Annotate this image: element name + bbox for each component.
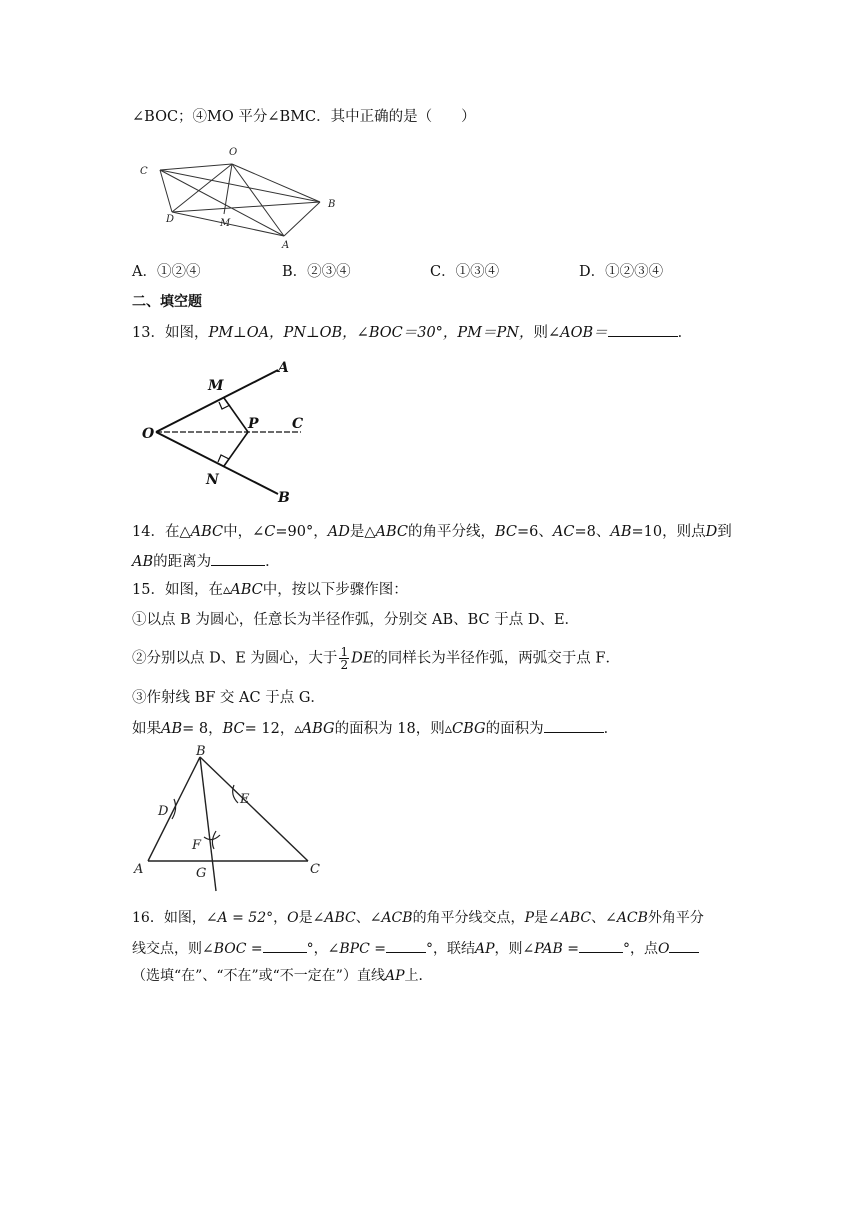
q16-blank-o[interactable] [669, 938, 699, 953]
q13-text: 13．如图，PM⊥OA，PN⊥OB，∠BOC＝30°，PM＝PN，则∠AOB＝ ． [132, 322, 692, 343]
q12-figure [132, 142, 352, 254]
q16-line2: 线交点，则∠BOC = °，∠BPC = °，联结AP，则∠PAB = °，点O [132, 938, 699, 959]
q15-figure [130, 745, 330, 893]
q13-label-a: A [278, 360, 289, 376]
q16-line1: 16．如图，∠A = 52°，O是∠ABC、∠ACB的角平分线交点，P是∠ABC、∠ACB外角平分 [132, 910, 704, 926]
q13-label-c: C [292, 416, 304, 432]
q15-label-b: B [196, 745, 206, 759]
q15-step3: ③作射线 BF 交 AC 于点 G． [132, 690, 325, 706]
q14-number: 14． [132, 524, 165, 540]
q13-figure [136, 352, 316, 504]
q12-label-a: A [282, 240, 290, 251]
q12-option-d[interactable]: D．①②③④ [579, 264, 664, 280]
q12-options [132, 262, 692, 282]
q13-label-b: B [278, 490, 290, 504]
q15-label-a: A [134, 862, 144, 877]
q12-stem-tail: ∠BOC；④MO 平分∠BMC．其中正确的是（ ） [132, 109, 476, 125]
q14-line2: AB的距离为 ． [132, 551, 280, 572]
q14-line1: 14．在△ABC中，∠C=90°，AD是△ABC的角平分线，BC=6、AC=8、AB=10，则点D到 [132, 524, 732, 540]
q15-step1: ①以点 B 为圆心，任意长为半径作弧，分别交 AB、BC 于点 D、E． [132, 612, 580, 628]
q16-blank-bpc[interactable] [386, 938, 426, 953]
q15-step2: ②分别以点 D、E 为圆心，大于 $\frac{1}{2}$ DE的同样长为半径作弧，两弧交于点 F． [132, 645, 620, 672]
q12-option-b[interactable]: B．②③④ [282, 264, 351, 280]
q15-answer-blank[interactable] [544, 718, 604, 733]
q15-condition: 如果AB= 8，BC= 12，▵ABG的面积为 18，则▵CBG的面积为 ． [132, 718, 618, 739]
q12-label-c: C [140, 166, 148, 177]
q13-number: 13． [132, 325, 165, 341]
q15-label-g: G [196, 866, 207, 881]
q16-number: 16． [132, 910, 164, 926]
q12-option-a[interactable]: A．①②④ [132, 264, 201, 280]
q12-label-m: M [220, 218, 231, 229]
q12-label-d: D [166, 214, 175, 225]
q15-label-e: E [240, 792, 250, 807]
q13-label-p: P [248, 416, 259, 432]
q14-answer-blank[interactable] [211, 551, 265, 566]
q13-answer-blank[interactable] [608, 322, 678, 337]
q12-label-b: B [328, 199, 336, 210]
q15-label-f: F [192, 838, 202, 853]
q15-label-c: C [310, 862, 320, 877]
q12-label-o: O [229, 147, 238, 158]
q15-fraction: $\frac{1}{2}$ [340, 645, 349, 672]
q16-blank-pab[interactable] [579, 938, 623, 953]
q15-label-d: D [158, 804, 169, 819]
q15-intro: 15．如图，在▵ABC中，按以下步骤作图： [132, 582, 408, 598]
q15-number: 15． [132, 582, 165, 598]
q16-line3: （选填“在”、“不在”或“不一定在”）直线AP上． [132, 968, 433, 984]
q16-blank-boc[interactable] [263, 938, 307, 953]
q13-label-m: M [208, 378, 224, 394]
q13-conditions: PM⊥OA，PN⊥OB，∠BOC＝30°，PM＝PN， [208, 325, 534, 341]
section-title: 二、填空题 [132, 294, 202, 310]
q13-label-n: N [206, 472, 219, 488]
q12-option-c[interactable]: C．①③④ [430, 264, 500, 280]
q13-label-o: O [142, 426, 155, 442]
